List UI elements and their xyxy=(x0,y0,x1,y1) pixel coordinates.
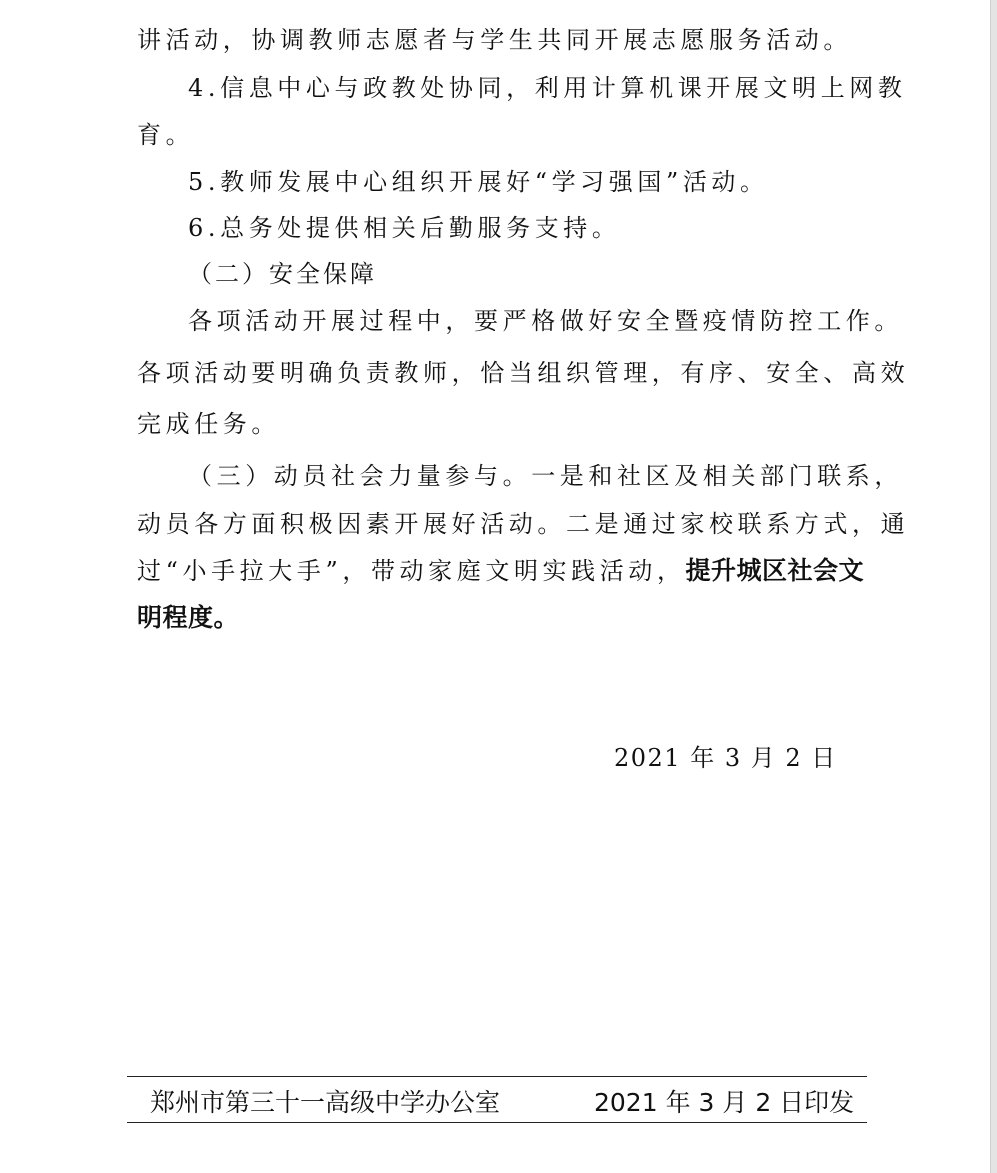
footer-issue-date: 2021 年 3 月 2 日印发 xyxy=(594,1088,855,1117)
body-line-12-text: 过“小手拉大手”，带动家庭文明实践活动， xyxy=(137,557,686,585)
body-line-7: 各项活动开展过程中，要严格做好安全暨疫情防控工作。 xyxy=(188,307,903,335)
document-date: 2021 年 3 月 2 日 xyxy=(614,744,837,772)
body-line-13: 明程度。 xyxy=(137,603,240,632)
body-line-11: 动员各方面积极因素开展好活动。二是通过家校联系方式，通 xyxy=(137,510,910,538)
body-line-5: 6.总务处提供相关后勤服务支持。 xyxy=(188,214,621,242)
body-line-12 xyxy=(137,555,864,587)
body-line-3: 育。 xyxy=(137,121,195,149)
body-line-4: 5.教师发展中心组织开展好“学习强国”活动。 xyxy=(188,168,769,196)
body-line-2: 4.信息中心与政教处协同，利用计算机课开展文明上网教 xyxy=(188,74,907,102)
body-line-10: （三）动员社会力量参与。一是和社区及相关部门联系， xyxy=(188,462,903,490)
footer-bottom-rule xyxy=(127,1122,867,1123)
body-line-1: 讲活动，协调教师志愿者与学生共同开展志愿服务活动。 xyxy=(137,26,852,54)
footer-issuer: 郑州市第三十一高级中学办公室 xyxy=(150,1088,501,1117)
body-line-12-emphasis: 提升城区社会文 xyxy=(685,556,865,585)
footer-top-rule xyxy=(127,1076,867,1077)
body-line-8: 各项活动要明确负责教师，恰当组织管理，有序、安全、高效 xyxy=(137,359,910,387)
section-heading-safety: （二）安全保障 xyxy=(188,260,377,288)
body-line-9: 完成任务。 xyxy=(137,410,280,438)
